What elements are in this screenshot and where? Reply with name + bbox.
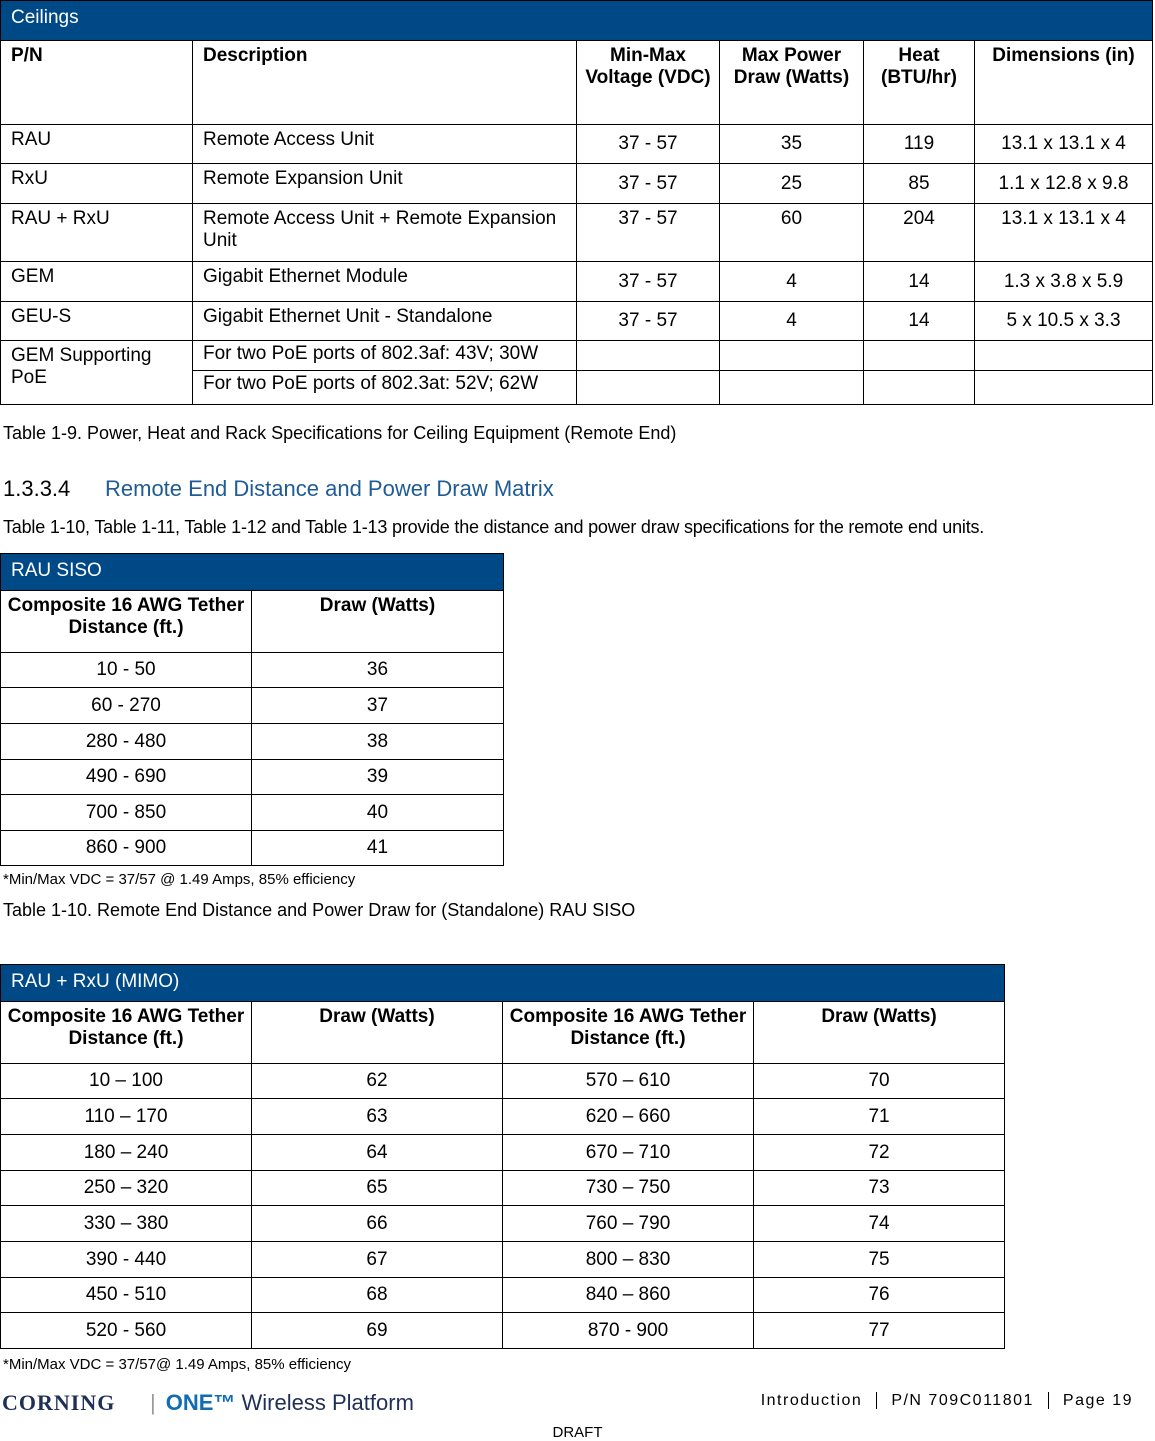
table-row <box>1 1099 1005 1135</box>
cell-draw: 67 <box>252 1242 503 1278</box>
cell-dimensions: 1.1 x 12.8 x 9.8 <box>975 164 1153 204</box>
siso-table-title: RAU SISO <box>1 554 504 591</box>
col-header: Draw (Watts) <box>754 1002 1005 1064</box>
cell-draw: 37 <box>252 688 504 724</box>
mimo-table-title: RAU + RxU (MIMO) <box>1 965 1005 1002</box>
cell-heat: 119 <box>864 125 975 164</box>
cell-pn: RxU <box>1 164 193 204</box>
cell-distance: 800 – 830 <box>503 1242 754 1278</box>
siso-table <box>0 553 504 866</box>
table-caption: Table 1-10. Remote End Distance and Power Draw for (Standalone) RAU SISO <box>3 900 636 920</box>
cell-draw: 36 <box>252 653 504 688</box>
table-row <box>1 1206 1005 1242</box>
cell-voltage: 37 - 57 <box>577 262 720 302</box>
table-row <box>1 688 504 724</box>
cell-draw: 63 <box>252 1099 503 1135</box>
cell-draw: 74 <box>754 1206 1005 1242</box>
cell-draw: 75 <box>754 1242 1005 1278</box>
cell-power: 4 <box>720 302 864 341</box>
cell-distance: 180 – 240 <box>1 1135 252 1171</box>
section-number: 1.3.3.4 <box>3 476 71 501</box>
section-title: Remote End Distance and Power Draw Matrix <box>105 476 554 501</box>
cell-heat: 14 <box>864 262 975 302</box>
table-row <box>1 341 1153 371</box>
cell-power: 35 <box>720 125 864 164</box>
col-header: Max Power Draw (Watts) <box>720 41 864 125</box>
cell-distance: 840 – 860 <box>503 1278 754 1313</box>
footer-section: Introduction <box>760 1392 863 1409</box>
section-heading <box>3 476 554 502</box>
table-row <box>1 653 504 688</box>
intro-paragraph: Table 1-10, Table 1-11, Table 1-12 and Table 1-13 provide the distance and power draw specifications for the remote end units. <box>3 517 985 537</box>
cell-description: Gigabit Ethernet Unit - Standalone <box>193 302 577 341</box>
cell-distance: 860 - 900 <box>1 831 252 866</box>
cell-heat: 85 <box>864 164 975 204</box>
footer-page-number: Page 19 <box>1048 1392 1147 1409</box>
cell-draw: 73 <box>754 1171 1005 1206</box>
siso-footnote: *Min/Max VDC = 37/57 @ 1.49 Amps, 85% efficiency <box>3 871 356 888</box>
table-row <box>1 795 504 831</box>
cell-draw: 40 <box>252 795 504 831</box>
cell-pn: GEM <box>1 262 193 302</box>
col-header: Composite 16 AWG Tether Distance (ft.) <box>1 1002 252 1064</box>
cell-description: Remote Expansion Unit <box>193 164 577 204</box>
cell-voltage: 37 - 57 <box>577 164 720 204</box>
table-row <box>1 1313 1005 1349</box>
cell-heat: 204 <box>864 204 975 262</box>
cell-distance: 390 - 440 <box>1 1242 252 1278</box>
table-row <box>1 1135 1005 1171</box>
cell-distance: 10 – 100 <box>1 1064 252 1099</box>
table-row <box>1 1064 1005 1099</box>
cell-draw: 70 <box>754 1064 1005 1099</box>
cell-distance: 570 – 610 <box>503 1064 754 1099</box>
col-header: Composite 16 AWG Tether Distance (ft.) <box>503 1002 754 1064</box>
cell-distance: 670 – 710 <box>503 1135 754 1171</box>
cell-distance: 520 - 560 <box>1 1313 252 1349</box>
cell-draw: 77 <box>754 1313 1005 1349</box>
table-row <box>1 1278 1005 1313</box>
cell-distance: 450 - 510 <box>1 1278 252 1313</box>
footer-part-number: P/N 709C011801 <box>876 1392 1048 1409</box>
mimo-table <box>0 964 1005 1349</box>
page-footer <box>0 1390 1155 1420</box>
ceilings-table <box>0 0 1153 405</box>
col-header: Dimensions (in) <box>975 41 1153 125</box>
cell-distance: 760 – 790 <box>503 1206 754 1242</box>
cell-pn: RAU <box>1 125 193 164</box>
cell-draw: 41 <box>252 831 504 866</box>
col-header: Composite 16 AWG Tether Distance (ft.) <box>1 591 252 653</box>
col-header: Heat (BTU/hr) <box>864 41 975 125</box>
cell-distance: 730 – 750 <box>503 1171 754 1206</box>
cell-description: Remote Access Unit <box>193 125 577 164</box>
cell-dimensions: 13.1 x 13.1 x 4 <box>975 125 1153 164</box>
cell-distance: 330 – 380 <box>1 1206 252 1242</box>
cell-voltage: 37 - 57 <box>577 302 720 341</box>
col-header: Min-Max Voltage (VDC) <box>577 41 720 125</box>
cell-distance: 250 – 320 <box>1 1171 252 1206</box>
cell-distance: 280 - 480 <box>1 724 252 760</box>
table-row <box>1 1171 1005 1206</box>
table-row <box>1 204 1153 262</box>
cell-power: 4 <box>720 262 864 302</box>
cell-draw: 71 <box>754 1099 1005 1135</box>
cell-pn: RAU + RxU <box>1 204 193 262</box>
logo-divider: | <box>150 1390 156 1415</box>
cell-voltage: 37 - 57 <box>577 125 720 164</box>
table-row <box>1 724 504 760</box>
table-caption: Table 1-9. Power, Heat and Rack Specifications for Ceiling Equipment (Remote End) <box>3 423 677 443</box>
corning-logo: CORNING <box>2 1390 116 1415</box>
cell-distance: 110 – 170 <box>1 1099 252 1135</box>
table-row <box>1 831 504 866</box>
mimo-footnote: *Min/Max VDC = 37/57@ 1.49 Amps, 85% efficiency <box>3 1356 352 1373</box>
product-prefix: ONE™ <box>165 1390 236 1415</box>
cell-draw: 68 <box>252 1278 503 1313</box>
product-name: Wireless Platform <box>241 1390 414 1415</box>
cell-draw: 65 <box>252 1171 503 1206</box>
table-row <box>1 302 1153 341</box>
cell-draw: 72 <box>754 1135 1005 1171</box>
cell-dimensions: 5 x 10.5 x 3.3 <box>975 302 1153 341</box>
cell-draw: 69 <box>252 1313 503 1349</box>
cell-power: 60 <box>720 204 864 262</box>
cell-draw: 62 <box>252 1064 503 1099</box>
cell-draw: 76 <box>754 1278 1005 1313</box>
table-row <box>1 125 1153 164</box>
cell-description: Gigabit Ethernet Module <box>193 262 577 302</box>
cell-distance: 490 - 690 <box>1 760 252 795</box>
col-header: P/N <box>1 41 193 125</box>
table-row <box>1 262 1153 302</box>
cell-description: For two PoE ports of 802.3at: 52V; 62W <box>193 371 577 405</box>
cell-draw: 66 <box>252 1206 503 1242</box>
product-logo <box>150 1390 414 1416</box>
cell-dimensions: 1.3 x 3.8 x 5.9 <box>975 262 1153 302</box>
table-row <box>1 1242 1005 1278</box>
cell-description: For two PoE ports of 802.3af: 43V; 30W <box>193 341 577 371</box>
ceilings-table-title: Ceilings <box>1 1 1153 41</box>
cell-distance: 870 - 900 <box>503 1313 754 1349</box>
cell-draw: 38 <box>252 724 504 760</box>
cell-distance: 620 – 660 <box>503 1099 754 1135</box>
cell-distance: 700 - 850 <box>1 795 252 831</box>
cell-pn: GEU-S <box>1 302 193 341</box>
table-row <box>1 164 1153 204</box>
cell-draw: 39 <box>252 760 504 795</box>
cell-distance: 60 - 270 <box>1 688 252 724</box>
cell-dimensions: 13.1 x 13.1 x 4 <box>975 204 1153 262</box>
col-header: Description <box>193 41 577 125</box>
footer-nav <box>747 1392 1147 1410</box>
col-header: Draw (Watts) <box>252 1002 503 1064</box>
draft-label: DRAFT <box>552 1424 603 1441</box>
col-header: Draw (Watts) <box>252 591 504 653</box>
cell-distance: 10 - 50 <box>1 653 252 688</box>
cell-voltage: 37 - 57 <box>577 204 720 262</box>
cell-draw: 64 <box>252 1135 503 1171</box>
cell-description: Remote Access Unit + Remote Expansion Unit <box>193 204 577 262</box>
cell-heat: 14 <box>864 302 975 341</box>
cell-pn: GEM Supporting PoE <box>1 341 193 405</box>
cell-power: 25 <box>720 164 864 204</box>
table-row <box>1 760 504 795</box>
